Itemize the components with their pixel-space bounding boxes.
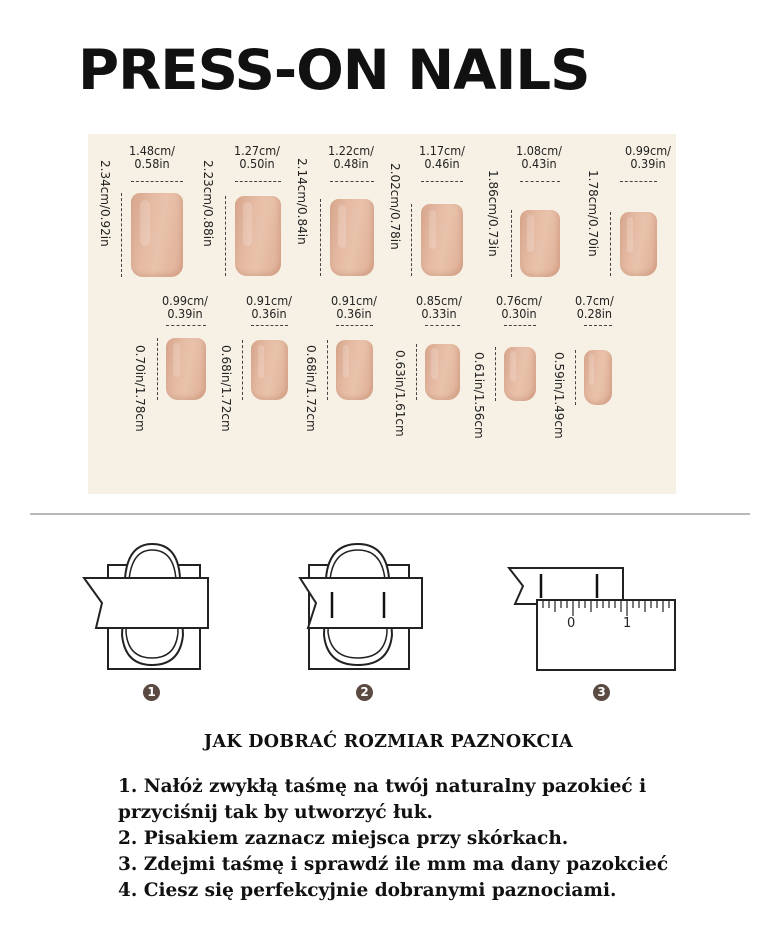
nail-1 xyxy=(131,193,183,277)
height-dimension-line xyxy=(242,340,243,400)
width-dimension-line xyxy=(235,181,281,182)
nail-height-label: 0.68in/1.72cm xyxy=(219,345,233,432)
height-dimension-line xyxy=(327,340,328,400)
nail-12 xyxy=(584,350,612,405)
nail-7 xyxy=(166,338,206,400)
width-dimension-line xyxy=(166,325,206,326)
nail-height-label: 0.61in/1.56cm xyxy=(472,352,486,439)
width-dimension-line xyxy=(336,325,373,326)
nail-10 xyxy=(425,344,460,400)
nail-height-label: 0.68in/1.72cm xyxy=(304,345,318,432)
width-dimension-line xyxy=(421,181,463,182)
nail-2 xyxy=(235,196,281,276)
step-3-illustration xyxy=(505,560,680,675)
nail-11 xyxy=(504,347,536,401)
width-dimension-line xyxy=(620,181,657,182)
height-dimension-line xyxy=(121,193,122,277)
step-2-badge: 2 xyxy=(356,684,373,701)
ruler-label-0: 0 xyxy=(567,616,576,631)
instruction-line: przyciśnij tak by utworzyć łuk. xyxy=(118,802,433,823)
nail-width-label: 0.99cm/ 0.39in xyxy=(162,293,208,321)
page-title: PRESS-ON NAILS xyxy=(78,38,590,102)
instruction-line: 1. Nałóż zwykłą taśmę na twój naturalny pazokieć i xyxy=(118,776,647,797)
nail-4 xyxy=(421,204,463,276)
nail-5 xyxy=(520,210,560,277)
nail-height-label: 2.02cm/0.78in xyxy=(388,163,402,250)
height-dimension-line xyxy=(416,344,417,400)
width-dimension-line xyxy=(504,325,536,326)
step-3-badge: 3 xyxy=(593,684,610,701)
height-dimension-line xyxy=(225,196,226,276)
nail-width-label: 1.08cm/ 0.43in xyxy=(516,143,562,171)
nail-width-label: 0.91cm/ 0.36in xyxy=(331,293,377,321)
width-dimension-line xyxy=(131,181,183,182)
step-1-badge: 1 xyxy=(143,684,160,701)
nail-height-label: 1.78cm/0.70in xyxy=(586,170,600,257)
instruction-line: 3. Zdejmi taśmę i sprawdź ile mm ma dany pazokcieć xyxy=(118,854,669,875)
nail-height-label: 2.23cm/0.88in xyxy=(201,160,215,247)
nail-3 xyxy=(330,199,374,276)
instructions-heading: JAK DOBRAĆ ROZMIAR PAZNOKCIA xyxy=(203,732,574,752)
height-dimension-line xyxy=(575,350,576,405)
nail-6 xyxy=(620,212,657,276)
ruler-label-1: 1 xyxy=(623,616,632,631)
nail-width-label: 1.17cm/ 0.46in xyxy=(419,143,465,171)
height-dimension-line xyxy=(511,210,512,277)
step-1-illustration xyxy=(80,540,215,675)
height-dimension-line xyxy=(157,338,158,400)
nail-width-label: 0.91cm/ 0.36in xyxy=(246,293,292,321)
nail-8 xyxy=(251,340,288,400)
width-dimension-line xyxy=(425,325,460,326)
nail-height-label: 2.34cm/0.92in xyxy=(98,160,112,247)
instruction-line: 2. Pisakiem zaznacz miejsca przy skórkach. xyxy=(118,828,569,849)
height-dimension-line xyxy=(320,199,321,276)
nail-height-label: 1.86cm/0.73in xyxy=(486,170,500,257)
nail-height-label: 0.59in/1.49cm xyxy=(552,352,566,439)
nail-width-label: 1.48cm/ 0.58in xyxy=(129,143,175,171)
width-dimension-line xyxy=(584,325,612,326)
height-dimension-line xyxy=(411,204,412,276)
width-dimension-line xyxy=(520,181,560,182)
height-dimension-line xyxy=(495,347,496,401)
section-divider xyxy=(30,513,750,515)
nail-width-label: 1.22cm/ 0.48in xyxy=(328,143,374,171)
nail-width-label: 0.99cm/ 0.39in xyxy=(625,143,671,171)
nail-height-label: 0.63in/1.61cm xyxy=(393,350,407,437)
nail-height-label: 2.14cm/0.84in xyxy=(295,158,309,245)
nail-width-label: 0.76cm/ 0.30in xyxy=(496,293,542,321)
nail-width-label: 0.7cm/ 0.28in xyxy=(575,293,614,321)
step-2-illustration xyxy=(296,540,431,675)
nail-9 xyxy=(336,340,373,400)
nail-width-label: 0.85cm/ 0.33in xyxy=(416,293,462,321)
width-dimension-line xyxy=(251,325,288,326)
nail-width-label: 1.27cm/ 0.50in xyxy=(234,143,280,171)
instruction-line: 4. Ciesz się perfekcyjnie dobranymi paznociami. xyxy=(118,880,617,901)
nail-height-label: 0.70in/1.78cm xyxy=(133,345,147,432)
height-dimension-line xyxy=(610,212,611,276)
width-dimension-line xyxy=(330,181,374,182)
instructions-list xyxy=(118,774,668,904)
